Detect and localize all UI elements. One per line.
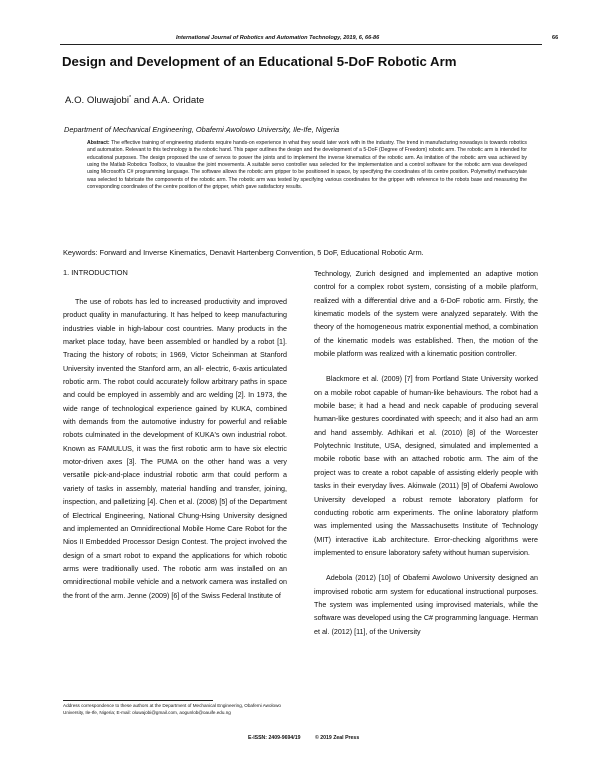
- keywords: Keywords: Forward and Inverse Kinematics, Denavit Hartenberg Convention, 5 DoF, Educational Robotic Arm.: [63, 248, 424, 257]
- page-number: 66: [552, 35, 559, 41]
- footnote-rule: [63, 700, 213, 701]
- abstract-text: The effective training of engineering students require hands-on experience in what they would later work with in the industry. The trend in manufacturing nowadays is towards robotics and automation. Relevant to this technology is the robotic hand. This paper outlines the design and the development of a 5-DoF (Degree of Freedom) robotic arm. The robotic arm is intended for educational purposes. The design proposed the use of servos to power the joints and to implement the inverse kinematics of the robotic arm. As imitation of the robotic arm was achieved by using the Matlab Robotics Toolbox, to visualise the joint movements. A suitable servo controller was selected for the implementation and a control software for the robotic arm was developed using Microsoft's C# programming language. The software allows the robotic arm gripper to be positioned in space, by specifying the coordinates of its centre position. Polymethyl methacrylate was selected to fabricate the components of the robotic arm. The robotic arm was tested by specifying various coordinates for the gripper with reference to the robots base and measuring the corresponding coordinates of the centre position of the gripper, which gave satisfactory results.: [87, 140, 527, 191]
- paragraph: Blackmore et al. (2009) [7] from Portland State University worked on a mobile robot capable of human-like behaviours. The robot had a mobile base; it had a head and neck capable of producing several human-like gestures coordinated with speech; and it also had an arm and hand assembly. Adhikari et al. (2010) [8] of the Worcester Polytechnic Institute, USA, designed, simulated and implemented a mobile robotic base with an attached robotic arm. The aim of the project was to create a robot capable of assisting elderly people with tasks in their everyday lives. Akinwale (2011) [9] of Obafemi Awolowo University developed a robust remote laboratory platform for conducting robotic arm experiments. The online laboratory platform was implemented using the Massachusetts Institute of Technology (MIT) interactive iLab architecture. Error-checking algorithms were implemented to ensure laboratory safety without human supervision.: [314, 375, 538, 557]
- paragraph: The use of robots has led to increased productivity and improved product quality in manufacturing. It has helped to keep manufacturing industries viable in high-labour cost countries. Many products in the market place today, have been assembled or handled by a robot [1]. Tracing the history of robots; in 1969, Victor Scheinman at Stanford University invented the Stanford arm, an all- electric, 6-axis articulated robotic arm. The robot could accurately follow arbitrary paths in space and could be employed in assembly and arc welding [2]. In 1973, the wide range of technological experience gained by KUKA, combined with demands from the automotive industry for powerful and reliable robots culminated in the development of KUKA's own industrial robot. Known as FAMULUS, it was the first robotic arm to have six electric motor-driven axes [3]. The PUMA on the other hand was a very versatile pick-and-place industrial robotic arm that could perform a variety of tasks in assembly, material handling and transfer, joining, inspection, and palletizing [4]. Chen et al. (2008) [5] of the Department of Electrical Engineering, National Chung-Hsing University designed and implemented an Omnidirectional Mobile Home Care Robot for the Nios II Embedded Processor Design Contest. The project involved the design of a smart robot to expand the applications for which robotic arms were traditionally used. The robotic arm was installed on an omnidirectional mobile vehicle and a network camera was installed on the front of the arm. Jenne (2009) [6] of the Swiss Federal Institute of: [63, 298, 287, 600]
- corresponding-mark: *: [129, 95, 132, 101]
- issn: E-ISSN: 2409-9694/19: [248, 735, 301, 741]
- paper-title: Design and Development of an Educational 5-DoF Robotic Arm: [62, 54, 457, 69]
- authors: [65, 95, 204, 106]
- affiliation: Department of Mechanical Engineering, Obafemi Awolowo University, Ile-Ife, Nigeria: [64, 125, 340, 134]
- abstract: [87, 140, 527, 191]
- running-head: International Journal of Robotics and Automation Technology, 2019, 6, 66-86: [176, 35, 380, 41]
- left-column: [63, 296, 287, 603]
- right-column: [314, 268, 538, 639]
- first-author: A.O. Oluwajobi: [65, 95, 129, 107]
- abstract-label: Abstract:: [87, 140, 110, 146]
- section-heading: 1. INTRODUCTION: [63, 268, 128, 277]
- paragraph: Adebola (2012) [10] of Obafemi Awolowo University designed an improvised robotic arm system for educational instructional purposes. The system was implemented using improvised materials, while the software was developed using the C# programming language. Herman et al. (2012) [11], of the University: [314, 574, 538, 636]
- other-authors: and A.A. Oridate: [131, 95, 205, 107]
- correspondence-footnote: Address correspondence to these authors at the Department of Mechanical Engineering, Obafemi Awolowo University, Ile-Ife, Nigeria; E-mail: oluwajobi@gmail.com, aogunlob@oauife.edu.ng: [63, 703, 281, 715]
- header-rule: [60, 44, 542, 45]
- copyright: © 2019 Zeal Press: [315, 735, 360, 741]
- paragraph: Technology, Zurich designed and implemented an adaptive motion control for a complex robot system, consisting of a mobile platform, realized with a differential drive and a 6-DoF robotic arm. Firstly, the kinematic models of the system were analyzed separately. With the theory of the homogeneous matrix exponential method, a combination of the kinematic models was established. Then, the motion of the mobile platform was realized with a kinematic position controller.: [314, 270, 538, 359]
